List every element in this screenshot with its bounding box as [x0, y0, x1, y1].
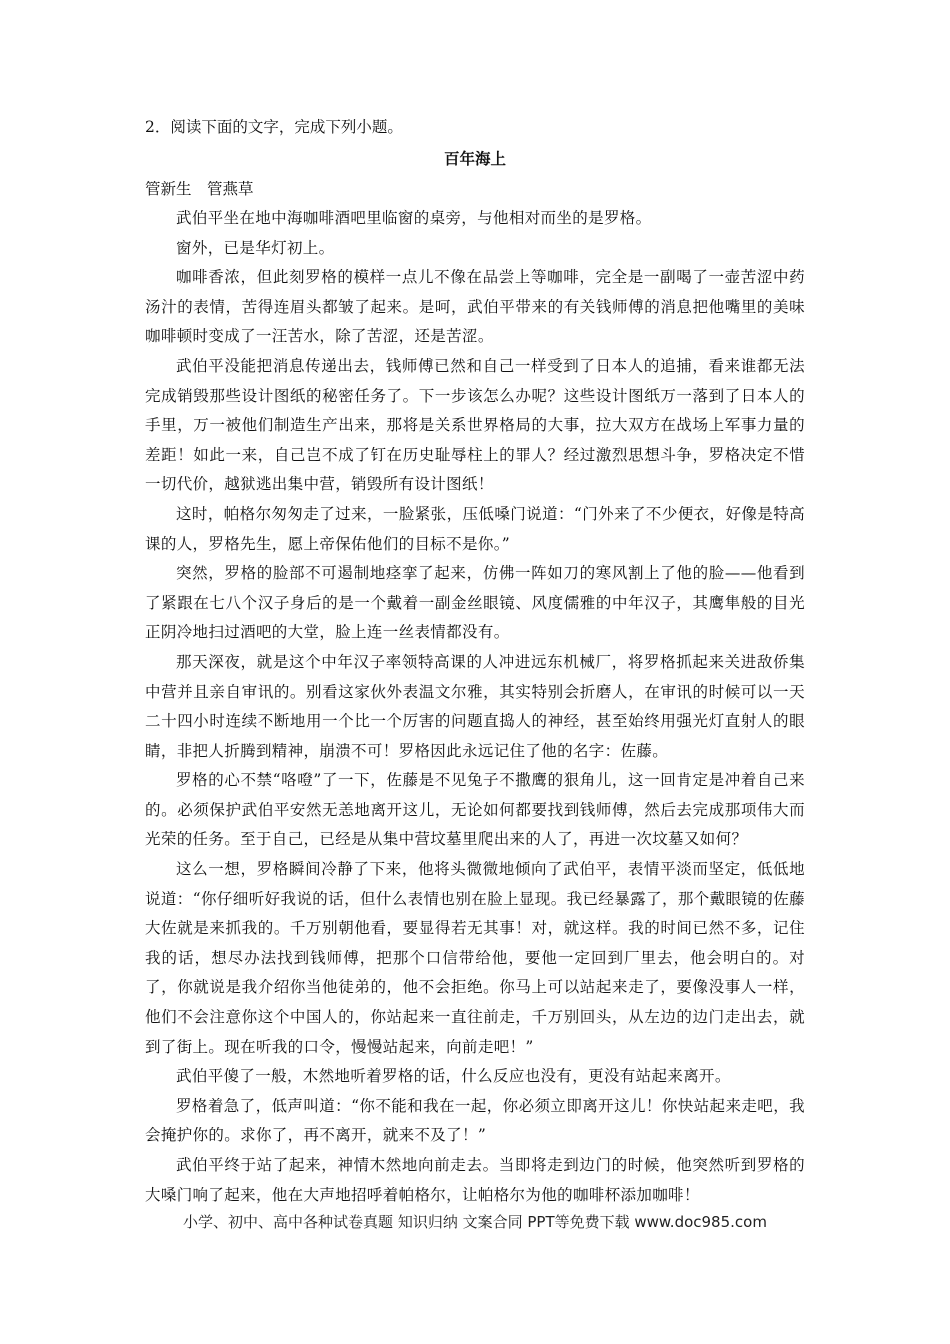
paragraph-1: 武伯平坐在地中海咖啡酒吧里临窗的桌旁，与他相对而坐的是罗格。	[176, 209, 652, 227]
paragraph-8: 罗格的心不禁“咯噔”了一下，佐藤是不见兔子不撒鹰的狠角儿，这一回肯定是冲着自己来的。必须保护武伯平安然无恙地离开这儿，无论如何都要找到钱师傅，然后去完成那项伟大而光荣的任务。至于自己，已经是从集中营坟墓里爬出来的人了，再进一次坟墓又如何？	[145, 771, 805, 849]
page-footer: 小学、初中、高中各种试卷真题 知识归纳 文案合同 PPT等免费下载 www.doc985.com	[183, 1213, 767, 1231]
paragraph-6: 突然，罗格的脸部不可遏制地痉挛了起来，仿佛一阵如刀的寒风割上了他的脸——他看到了紧跟在七八个汉子身后的是一个戴着一副金丝眼镜、风度儒雅的中年汉子，其鹰隼般的目光正阴冷地扫过酒吧的大堂，脸上连一丝表情都没有。	[145, 564, 805, 642]
question-heading: 2．阅读下面的文字，完成下列小题。	[145, 118, 403, 136]
article-title: 百年海上	[443, 149, 506, 168]
paragraph-10: 武伯平傻了一般，木然地听着罗格的话，什么反应也没有，更没有站起来离开。	[176, 1067, 731, 1086]
paragraph-11: 罗格着急了，低声叫道：“你不能和我在一起，你必须立即离开这儿！你快站起来走吧，我会掩护你的。求你了，再不离开，就来不及了！”	[145, 1096, 805, 1145]
paragraph-12: 武伯平终于站了起来，神情木然地向前走去。当即将走到边门的时候，他突然听到罗格的大嗓门响了起来，他在大声地招呼着帕格尔，让帕格尔为他的咖啡杯添加咖啡！	[145, 1156, 805, 1204]
paragraph-5: 这时，帕格尔匆匆走了过来，一脸紧张，压低嗓门说道：“门外来了不少便衣，好像是特高课的人，罗格先生，愿上帝保佑他们的目标不是你。”	[145, 504, 805, 553]
paragraph-4: 武伯平没能把消息传递出去，钱师傅已然和自己一样受到了日本人的追捕，看来谁都无法完成销毁那些设计图纸的秘密任务了。下一步该怎么办呢？这些设计图纸万一落到了日本人的手里，万一被他们制造生产出来，那将是关系世界格局的大事，拉大双方在战场上军事力量的差距！如此一来，自己岂不成了钉在历史耻辱柱上的罪人？经过激烈思想斗争，罗格决定不惜一切代价，越狱逃出集中营，销毁所有设计图纸！	[145, 356, 805, 494]
paragraph-7: 那天深夜，就是这个中年汉子率领特高课的人冲进远东机械厂，将罗格抓起来关进敌侨集中营并且亲自审讯的。别看这家伙外表温文尔雅，其实特别会折磨人，在审讯的时候可以一天二十四小时连续不断地用一个比一个厉害的问题直捣人的神经，甚至始终用强光灯直射人的眼睛，非把人折腾到精神，崩溃不可！罗格因此永远记住了他的名字：佐藤。	[145, 652, 805, 760]
paragraph-3: 咖啡香浓，但此刻罗格的模样一点儿不像在品尝上等咖啡，完全是一副喝了一壶苦涩中药汤汁的表情，苦得连眉头都皱了起来。是呵，武伯平带来的有关钱师傅的消息把他嘴里的美味咖啡顿时变成了一汪苦水，除了苦涩，还是苦涩。	[145, 268, 805, 346]
paragraph-2: 窗外，已是华灯初上。	[176, 238, 335, 257]
document-page	[145, 112, 805, 1210]
article-authors: 管新生 管燕草	[145, 180, 254, 198]
paragraph-9: 这么一想，罗格瞬间冷静了下来，他将头微微地倾向了武伯平，表情平淡而坚定，低低地说道：“你仔细听好我说的话，但什么表情也别在脸上显现。我已经暴露了，那个戴眼镜的佐藤大佐就是来抓我的。千万别朝他看，要显得若无其事！对，就这样。我的时间已然不多，记住我的话，想尽办法找到钱师傅，把那个口信带给他，要他一定回到厂里去，他会明白的。对了，你就说是我介绍你当他徒弟的，他不会拒绝。你马上可以站起来走了，要像没事人一样，他们不会注意你这个中国人的，你站起来一直往前走，千万别回头，从左边的边门走出去，就到了街上。现在听我的口令，慢慢站起来，向前走吧！”	[145, 860, 805, 1056]
article-body	[145, 204, 805, 1210]
